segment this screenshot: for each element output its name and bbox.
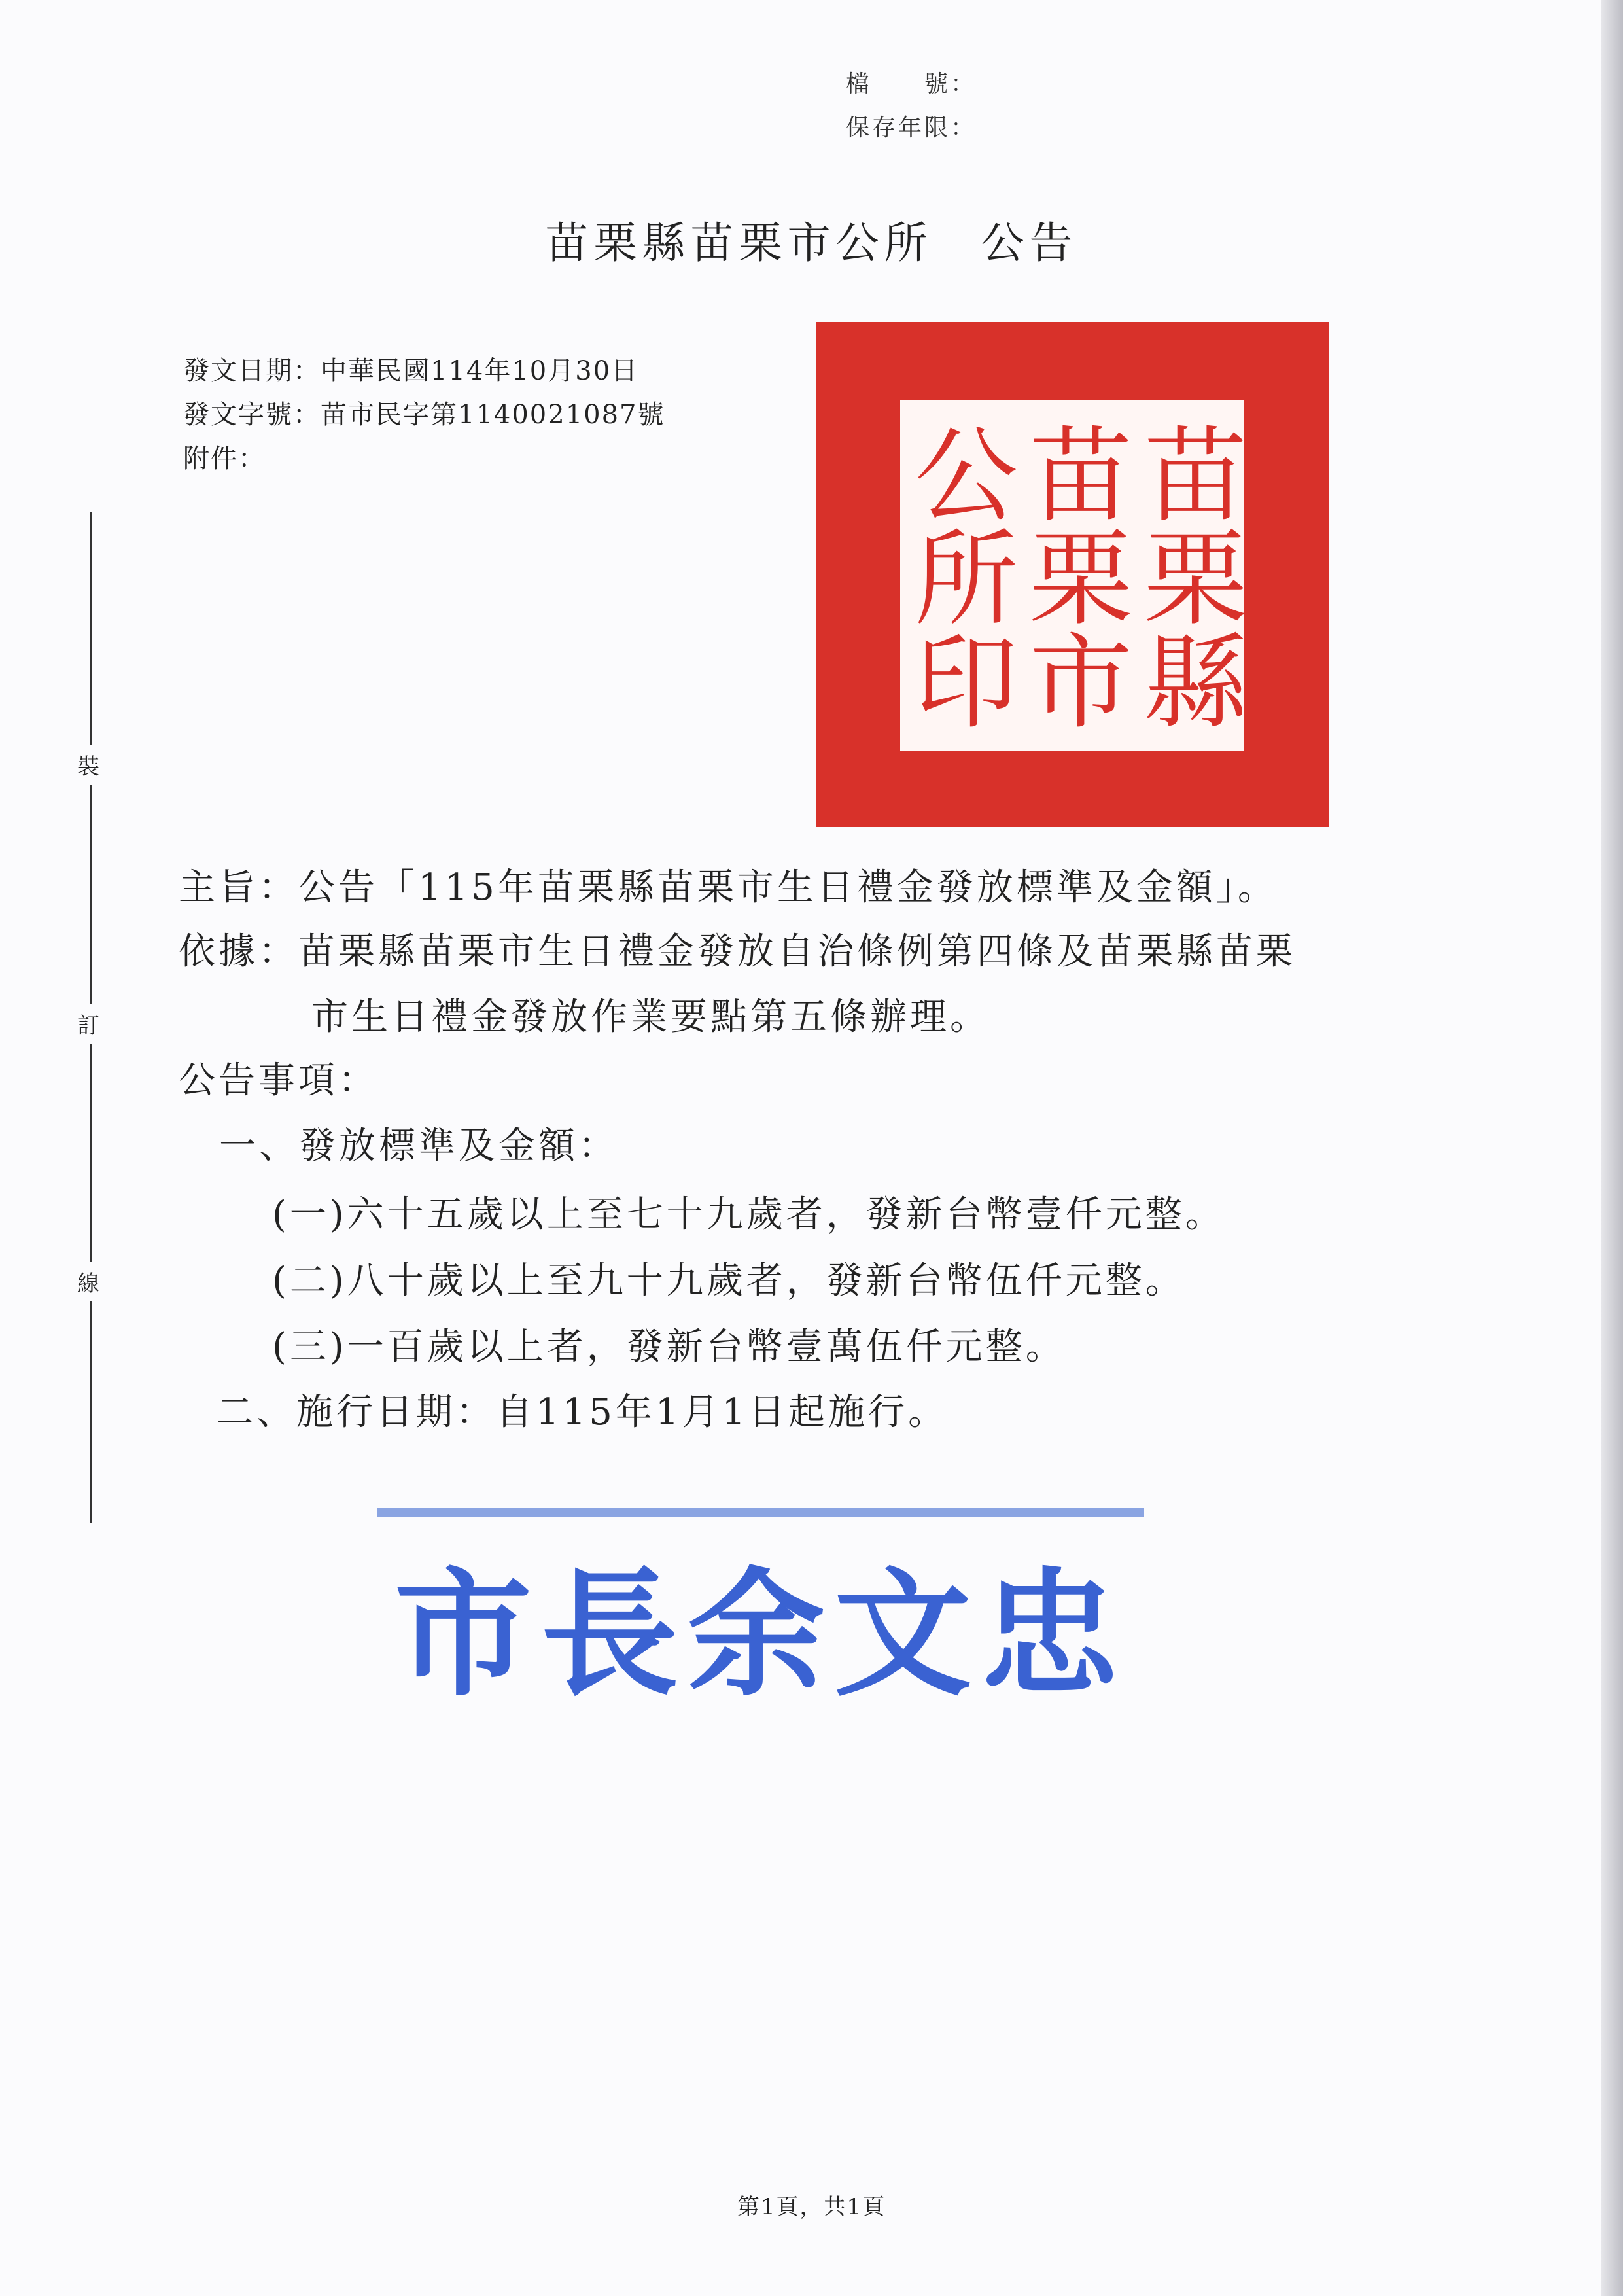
seal-column: 苗栗縣 xyxy=(1126,420,1248,731)
stamp-border xyxy=(377,1508,1144,1517)
binding-char: 線 xyxy=(77,1262,99,1301)
items-heading: 公告事項： xyxy=(179,1059,378,1102)
item-1: 一、發放標準及金額： xyxy=(219,1125,618,1167)
issue-date: 發文日期：中華民國114年10月30日 xyxy=(183,356,639,386)
seal-inner xyxy=(897,400,1248,751)
item-2: 二、施行日期：自115年1月1日起施行。 xyxy=(217,1391,949,1434)
page-title: 苗栗縣苗栗市公所 公告 xyxy=(545,218,1078,268)
scan-page-edge xyxy=(1601,0,1623,2296)
file-number-label: 檔 號： xyxy=(846,71,977,97)
mayor-signature-stamp xyxy=(377,1508,1144,1715)
page-number: 第1頁，共1頁 xyxy=(737,2194,886,2220)
binding-char: 裝 xyxy=(77,745,99,785)
basis-line-2: 市生日禮金發放作業要點第五條辦理。 xyxy=(311,996,990,1038)
sub-item-3: (三)一百歲以上者，發新台幣壹萬伍仟元整。 xyxy=(272,1326,1066,1368)
official-seal xyxy=(816,322,1329,827)
seal-column: 公所印 xyxy=(897,420,1018,731)
binding-char: 訂 xyxy=(77,1004,99,1044)
basis-line-1: 依據：苗栗縣苗栗市生日禮金發放自治條例第四條及苗栗縣苗栗 xyxy=(179,930,1296,973)
retention-label: 保存年限： xyxy=(846,115,977,141)
sub-item-1: (一)六十五歲以上至七十九歲者，發新台幣壹仟元整。 xyxy=(272,1193,1225,1236)
attachment-label: 附件： xyxy=(183,444,266,474)
issue-number: 發文字號：苗市民字第1140021087號 xyxy=(183,400,665,430)
sub-item-2: (二)八十歲以上至九十九歲者，發新台幣伍仟元整。 xyxy=(272,1260,1185,1302)
seal-column: 苗栗市 xyxy=(1011,420,1132,731)
mayor-name: 市長余文忠 xyxy=(394,1555,1127,1715)
subject: 主旨：公告「115年苗栗縣苗栗市生日禮金發放標準及金額」。 xyxy=(179,866,1278,909)
